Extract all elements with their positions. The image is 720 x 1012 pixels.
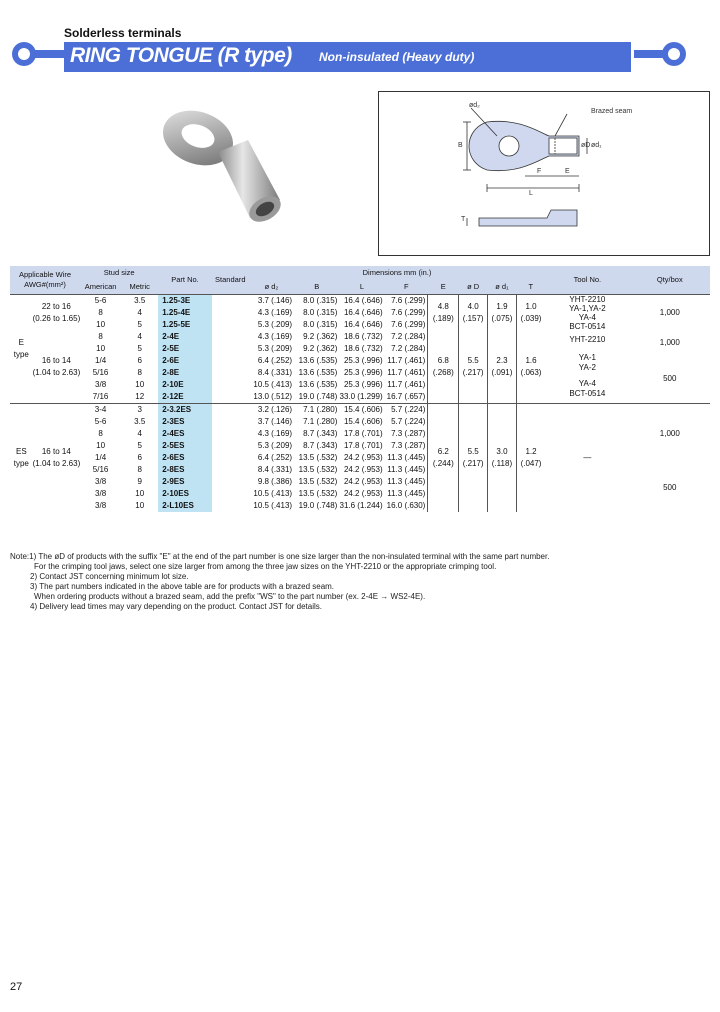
- dim-E: (.244): [432, 458, 454, 468]
- part-number: 2-4ES: [162, 428, 185, 438]
- header-F: F: [385, 280, 428, 294]
- product-photo: [150, 100, 300, 230]
- type-label: type: [13, 458, 29, 468]
- stud-american: 8: [98, 331, 103, 341]
- header-american: American: [80, 280, 121, 294]
- tool-no: BCT-0514: [569, 321, 606, 331]
- note-line: 2) Contact JST concerning minimum lot size.: [30, 572, 189, 581]
- dim-L: 33.0 (1.299): [339, 391, 383, 401]
- stud-american: 7/16: [92, 391, 109, 401]
- dim-L: 18.6 (.732): [343, 343, 383, 353]
- diagram-label-F: F: [537, 168, 542, 175]
- wire-range: (0.26 to 1.65): [32, 313, 80, 323]
- dim-d2: 5.3 (.209): [257, 343, 293, 353]
- stud-metric: 5: [137, 343, 142, 353]
- stud-metric: 10: [135, 488, 145, 498]
- dim-F: 7.2 (.284): [391, 331, 426, 341]
- dim-D: (.217): [462, 367, 484, 377]
- dim-B: 8.0 (.315): [303, 319, 338, 329]
- dim-F: 11.7 (.461): [387, 379, 426, 389]
- diagram-label-T: T: [461, 216, 466, 223]
- dim-d1: 3.0: [496, 446, 508, 456]
- tool-no: YA-1,YA-2: [569, 303, 606, 313]
- dim-d1: (.091): [491, 367, 513, 377]
- dim-L: 24.2 (.953): [343, 488, 383, 498]
- dim-F: 11.7 (.461): [387, 355, 426, 365]
- dimension-diagram: [378, 91, 710, 256]
- part-number: 2-3.2ES: [162, 404, 192, 414]
- dim-B: 13.5 (.532): [298, 476, 338, 486]
- header-stud: Stud size: [80, 266, 158, 280]
- qty-per-box: 1,000: [659, 307, 680, 317]
- part-number: 2-10E: [162, 379, 184, 389]
- dim-F: 5.7 (.224): [391, 416, 426, 426]
- dim-L: 24.2 (.953): [343, 464, 383, 474]
- dim-d2: 10.5 (.413): [253, 500, 293, 510]
- dim-B: 13.6 (.535): [298, 379, 338, 389]
- part-number: 2-12E: [162, 391, 184, 401]
- part-number: 1.25-4E: [162, 307, 191, 317]
- dim-d1: (.075): [491, 313, 513, 323]
- stud-metric: 9: [137, 476, 142, 486]
- dim-L: 25.3 (.996): [343, 355, 383, 365]
- dim-d2: 4.3 (.169): [257, 307, 293, 317]
- stud-metric: 8: [137, 464, 142, 474]
- diagram-label-L: L: [529, 190, 533, 197]
- diagram-label-brazed: Brazed seam: [591, 108, 633, 115]
- stud-american: 8: [98, 307, 103, 317]
- dim-d2: 3.7 (.146): [257, 295, 293, 305]
- qty-per-box: 500: [663, 373, 677, 383]
- dim-L: 15.4 (.606): [343, 404, 383, 414]
- title-banner: [64, 42, 631, 72]
- dim-d2: 4.3 (.169): [257, 331, 293, 341]
- header-B: B: [294, 280, 339, 294]
- diagram-label-d1: ød₁: [591, 142, 602, 149]
- part-number: 2-5ES: [162, 440, 185, 450]
- note-line: 4) Delivery lead times may vary depending on the product. Contact JST for details.: [30, 602, 322, 611]
- wire-range: (1.04 to 2.63): [32, 458, 80, 468]
- wire-range: 16 to 14: [41, 355, 71, 365]
- note-line: For the crimping tool jaws, select one size larger from among the three jaw sizes on the YHT-2210 or the appropriate crimping tool.: [34, 562, 497, 571]
- table-row: [10, 403, 710, 416]
- type-label: E: [18, 337, 24, 347]
- dim-D: (.157): [462, 313, 484, 323]
- stud-american: 5-6: [94, 416, 107, 426]
- dim-F: 16.7 (.657): [386, 391, 426, 401]
- stud-metric: 5: [137, 440, 142, 450]
- stud-metric: 3.5: [134, 295, 146, 305]
- wire-range: 22 to 16: [41, 301, 71, 311]
- tool-no: YA-4: [578, 378, 596, 388]
- stud-american: 10: [96, 319, 106, 329]
- header-part: Part No.: [158, 266, 212, 294]
- dim-B: 13.6 (.535): [298, 355, 338, 365]
- dim-d2: 10.5 (.413): [253, 379, 293, 389]
- dim-F: 11.3 (.445): [387, 452, 426, 462]
- dim-F: 7.3 (.287): [391, 440, 426, 450]
- qty-per-box: 1,000: [659, 428, 680, 438]
- dim-T: 1.6: [525, 355, 537, 365]
- header-metric: Metric: [121, 280, 158, 294]
- dim-T: 1.2: [525, 446, 537, 456]
- dim-B: 7.1 (.280): [303, 404, 338, 414]
- tool-no: YA-2: [578, 362, 596, 372]
- dim-B: 8.0 (.315): [303, 295, 338, 305]
- dim-B: 13.5 (.532): [298, 452, 338, 462]
- dim-L: 18.6 (.732): [343, 331, 383, 341]
- stud-american: 1/4: [95, 355, 107, 365]
- dim-E: (.268): [432, 367, 454, 377]
- dim-E: 6.8: [437, 355, 449, 365]
- dim-F: 16.0 (.630): [386, 500, 426, 510]
- dim-d2: 8.4 (.331): [257, 367, 293, 377]
- page-subtitle: Solderless terminals: [64, 26, 182, 40]
- part-number: 2-4E: [162, 331, 180, 341]
- dim-T: (.039): [520, 313, 542, 323]
- dim-d2: 6.4 (.252): [257, 452, 293, 462]
- dim-B: 19.0 (.748): [298, 391, 338, 401]
- dim-d2: 9.8 (.386): [257, 476, 293, 486]
- tool-no: YA-1: [578, 352, 596, 362]
- dim-F: 11.3 (.445): [387, 488, 426, 498]
- dim-E: (.189): [432, 313, 454, 323]
- dim-d2: 4.3 (.169): [257, 428, 293, 438]
- wire-range: (1.04 to 2.63): [32, 367, 80, 377]
- page-title: RING TONGUE (R type): [70, 44, 292, 67]
- note-line: 3) The part numbers indicated in the above table are for products with a brazed seam.: [30, 582, 335, 591]
- note-line: Note:1) The øD of products with the suffix "E" at the end of the part number is one size larger than the non-insulated terminal with the same part number.: [10, 552, 550, 561]
- stud-american: 5/16: [92, 464, 109, 474]
- dim-E: 4.8: [437, 301, 449, 311]
- header-dimensions: Dimensions mm (in.): [249, 266, 545, 280]
- stud-american: 3/8: [95, 476, 107, 486]
- part-number: 2-5E: [162, 343, 180, 353]
- dim-L: 31.6 (1.244): [339, 500, 383, 510]
- tool-no: —: [583, 452, 592, 462]
- stud-metric: 12: [135, 391, 145, 401]
- stud-metric: 4: [137, 331, 142, 341]
- tool-no: YHT-2210: [569, 334, 606, 344]
- header-d2: ø d₂: [249, 280, 294, 294]
- dim-L: 16.4 (.646): [343, 319, 383, 329]
- stud-metric: 5: [137, 319, 142, 329]
- part-number: 2-10ES: [162, 488, 189, 498]
- dim-d2: 3.7 (.146): [257, 416, 293, 426]
- dim-L: 24.2 (.953): [343, 452, 383, 462]
- part-number: 2-3ES: [162, 416, 185, 426]
- dim-d2: 8.4 (.331): [257, 464, 293, 474]
- dim-d2: 3.2 (.126): [257, 404, 293, 414]
- dim-d2: 10.5 (.413): [253, 488, 293, 498]
- stud-american: 10: [96, 343, 106, 353]
- dim-F: 5.7 (.224): [391, 404, 426, 414]
- dim-F: 7.3 (.287): [391, 428, 426, 438]
- dim-D: 4.0: [467, 301, 479, 311]
- dim-F: 7.6 (.299): [391, 295, 426, 305]
- dim-F: 11.3 (.445): [387, 464, 426, 474]
- stud-american: 5/16: [92, 367, 109, 377]
- stud-metric: 4: [137, 428, 142, 438]
- dim-d2: 5.3 (.209): [257, 440, 293, 450]
- stud-metric: 6: [137, 452, 142, 462]
- dim-F: 11.7 (.461): [387, 367, 426, 377]
- dim-F: 7.2 (.284): [391, 343, 426, 353]
- header-D: ø D: [459, 280, 488, 294]
- notes: [10, 552, 549, 612]
- page-title-sub: Non-insulated (Heavy duty): [319, 50, 475, 64]
- stud-american: 3/8: [95, 379, 107, 389]
- dim-L: 17.8 (.701): [343, 428, 383, 438]
- stud-american: 5-6: [94, 295, 107, 305]
- diagram-label-B: B: [458, 142, 463, 149]
- header-L: L: [339, 280, 384, 294]
- type-label: ES: [15, 446, 27, 456]
- dim-L: 16.4 (.646): [343, 295, 383, 305]
- stud-american: 10: [96, 440, 106, 450]
- stud-metric: 3.5: [134, 416, 146, 426]
- dim-B: 13.5 (.532): [298, 488, 338, 498]
- diagram-label-d2: ød₂: [469, 102, 480, 109]
- dim-L: 25.3 (.996): [343, 379, 383, 389]
- part-number: 2-8ES: [162, 464, 185, 474]
- dim-B: 7.1 (.280): [303, 416, 338, 426]
- part-number: 2-9ES: [162, 476, 185, 486]
- spec-table: [10, 266, 710, 512]
- stud-metric: 10: [135, 379, 145, 389]
- dim-B: 13.5 (.532): [298, 464, 338, 474]
- header-d1: ø d₁: [488, 280, 517, 294]
- dim-B: 8.7 (.343): [303, 440, 338, 450]
- tool-no: YA-4: [578, 312, 596, 322]
- dim-d2: 13.0 (.512): [253, 391, 293, 401]
- dim-L: 15.4 (.606): [343, 416, 383, 426]
- dim-L: 24.2 (.953): [343, 476, 383, 486]
- stud-american: 3-4: [94, 404, 107, 414]
- dim-D: (.217): [462, 458, 484, 468]
- part-number: 2-6E: [162, 355, 180, 365]
- dim-T: (.063): [520, 367, 542, 377]
- tool-no: BCT-0514: [569, 388, 606, 398]
- dim-d1: (.118): [491, 458, 513, 468]
- header-T: T: [516, 280, 545, 294]
- dim-B: 9.2 (.362): [303, 343, 338, 353]
- dim-L: 17.8 (.701): [343, 440, 383, 450]
- table-row: [10, 294, 710, 307]
- stud-american: 8: [98, 428, 103, 438]
- dim-B: 9.2 (.362): [303, 331, 338, 341]
- qty-per-box: 1,000: [659, 337, 680, 347]
- dim-L: 16.4 (.646): [343, 307, 383, 317]
- note-line: When ordering products without a brazed seam, add the prefix "WS" to the part number (ex. 2-4E → WS2-4E).: [34, 592, 426, 601]
- dim-B: 8.0 (.315): [303, 307, 338, 317]
- table-row: [10, 331, 710, 343]
- stud-metric: 6: [137, 355, 142, 365]
- stud-metric: 10: [135, 500, 145, 510]
- dim-L: 25.3 (.996): [343, 367, 383, 377]
- stud-metric: 3: [137, 404, 142, 414]
- stud-american: 1/4: [95, 452, 107, 462]
- dim-B: 13.6 (.535): [298, 367, 338, 377]
- header-qty: Qty/box: [630, 266, 710, 294]
- header-E: E: [428, 280, 459, 294]
- part-number: 2-6ES: [162, 452, 185, 462]
- stud-metric: 8: [137, 367, 142, 377]
- dim-T: (.047): [520, 458, 542, 468]
- dim-F: 7.6 (.299): [391, 307, 426, 317]
- page-number: 27: [10, 981, 23, 993]
- ring-terminal-icon: [10, 40, 64, 68]
- part-number: 2-L10ES: [162, 500, 194, 510]
- stud-metric: 4: [137, 307, 142, 317]
- dim-B: 19.0 (.748): [298, 500, 338, 510]
- dim-F: 7.6 (.299): [391, 319, 426, 329]
- dim-E: 6.2: [437, 446, 449, 456]
- header-tool: Tool No.: [545, 266, 629, 294]
- dim-d2: 5.3 (.209): [257, 319, 293, 329]
- qty-per-box: 500: [663, 482, 677, 492]
- dim-F: 11.3 (.445): [387, 476, 426, 486]
- diagram-label-E: E: [565, 168, 570, 175]
- dim-T: 1.0: [525, 301, 537, 311]
- part-number: 2-8E: [162, 367, 180, 377]
- wire-range: 16 to 14: [41, 446, 71, 456]
- dim-B: 8.7 (.343): [303, 428, 338, 438]
- part-number: 1.25-3E: [162, 295, 191, 305]
- dim-d2: 6.4 (.252): [257, 355, 293, 365]
- dim-D: 5.5: [467, 355, 479, 365]
- tool-no: YHT-2210: [569, 294, 606, 304]
- part-number: 1.25-5E: [162, 319, 191, 329]
- diagram-label-D: øD: [581, 142, 591, 149]
- ring-terminal-icon: [634, 40, 688, 68]
- stud-american: 3/8: [95, 488, 107, 498]
- header-wire: Applicable Wire AWG#(mm²): [10, 266, 80, 294]
- dim-D: 5.5: [467, 446, 479, 456]
- stud-american: 3/8: [95, 500, 107, 510]
- type-label: type: [13, 349, 29, 359]
- header-standard: Standard: [212, 266, 249, 294]
- dim-d1: 2.3: [496, 355, 508, 365]
- dim-d1: 1.9: [496, 301, 508, 311]
